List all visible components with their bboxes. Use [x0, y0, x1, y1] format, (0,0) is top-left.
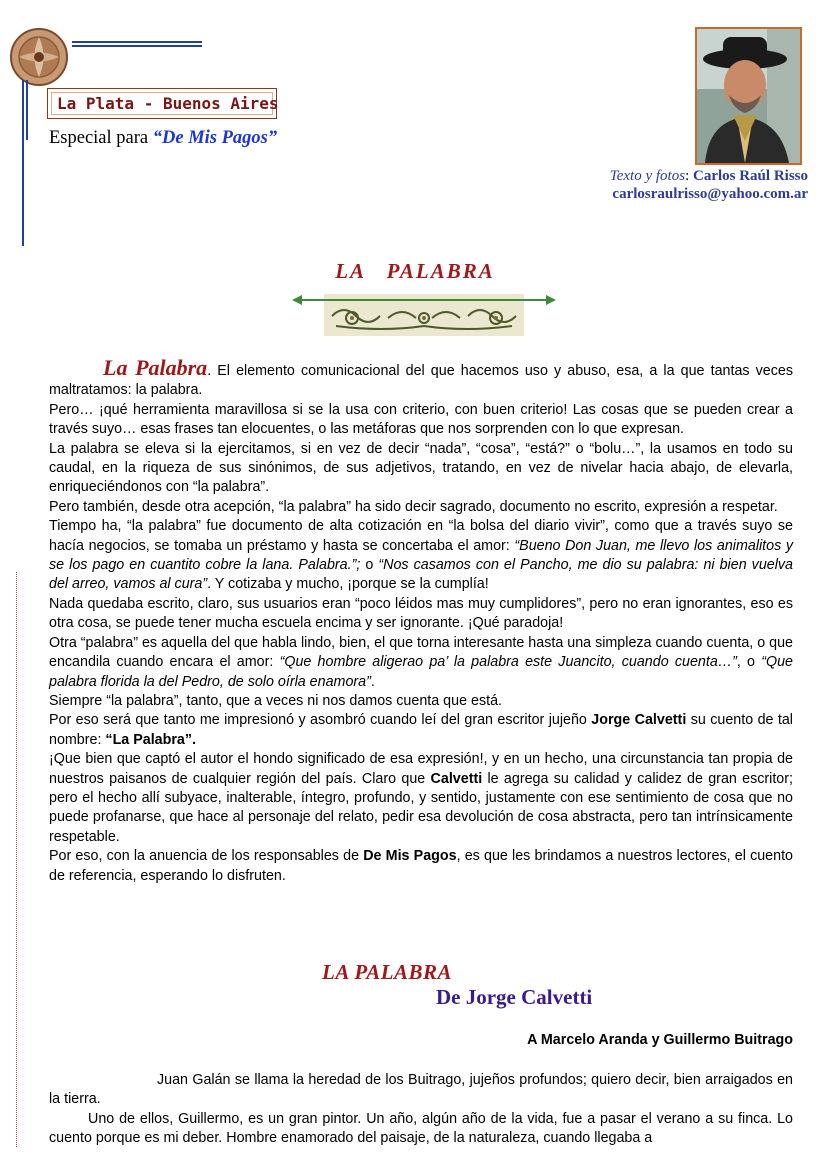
p7-text-a: Otra “palabra” es aquella del que habla lindo, bien, el que torna interesante hasta una simpleza cuando cuenta, o que encandila cuando encara el amor: [49, 634, 793, 671]
story-paragraph-1: Juan Galán se llama la heredad de los Buitrago, jujeños profundos; quiero decir, bien arraigados en la tierra. [49, 1072, 793, 1108]
magazine-name: “De Mis Pagos” [152, 128, 278, 148]
logo-emblem [8, 26, 70, 88]
paragraph-10 [49, 750, 793, 847]
p5-text-c: . Y cotizaba y mucho, ¡porque se la cumplía! [207, 576, 489, 593]
paragraph-9 [49, 711, 793, 750]
article-body [49, 355, 794, 886]
p7-text-c: . [370, 673, 375, 690]
paragraph-3: La palabra se eleva si la ejercitamos, si en vez de decir “nada”, “cosa”, “está?” o “bolu…”, la usamos en todo su caudal, en la riqueza de sus sinónimos, de sus adjetivos, tratando, en vez de nivelar hacia abajo, de elevarla, enriqueciéndonos con “la palabra”. [49, 440, 793, 496]
p9-text-a: Por eso será que tanto me impresionó y asombró cuando leí del gran escritor jujeño [49, 712, 592, 729]
credit-separator: : [685, 168, 693, 184]
p9-author: Jorge Calvetti [591, 712, 687, 729]
story-author: De Jorge Calvetti [436, 985, 593, 1009]
p9-story-name: “La Palabra”. [105, 731, 197, 748]
p7-text-b: , o [736, 654, 762, 671]
header-rule-top [72, 41, 202, 43]
lead-word: La Palabra [103, 355, 208, 380]
p7-quote-2: “Que palabra florida la del Pedro, de solo oírla enamora” [49, 654, 793, 690]
author-photo [695, 27, 802, 165]
author-name: Carlos Raúl Risso [692, 168, 808, 184]
margin-dotted-line [16, 572, 17, 1147]
p5-text-b: o [360, 557, 379, 574]
paragraph-8: Siempre “la palabra”, tanto, que a veces ni nos damos cuenta que está. [49, 692, 503, 709]
header-rule-bottom [72, 45, 202, 47]
location-label [47, 88, 277, 119]
p11-text-a: Por eso, con la anuencia de los responsables de [49, 848, 364, 865]
page-title: LA PALABRA [335, 259, 495, 283]
paragraph-6: Nada quedaba escrito, claro, sus usuarios eran “poco léidos mas muy cumplidores”, pero no eran ignorantes, eso es otra cosa, se puede tener mucha escuela encima y ser ignorante. ¡Qué paradoja! [49, 595, 793, 632]
p5-quote-2: “Nos casamos con el Pancho, me dio su palabra: ni bien vuelva del arreo, vamos al cura” [49, 557, 794, 593]
paragraph-5 [49, 517, 793, 595]
special-prefix: Especial para [49, 128, 153, 148]
credit-label: Texto y fotos [609, 168, 686, 184]
story-paragraph-2: Uno de ellos, Guillermo, es un gran pintor. Un año, algún año de la vida, fue a pasar el verano a su finca. Lo cuento porque es mi deber. Hombre enamorado del paisaje, de la naturaleza, cuando llegaba a [49, 1110, 793, 1147]
header-rule-vertical [22, 80, 24, 246]
paragraph-7 [49, 634, 793, 692]
paragraph-4: Pero también, desde otra acepción, “la palabra” ha sido decir sagrado, documento no escrito, expresión a respetar. [49, 498, 778, 515]
p10-text-c: le agrega su calidad y calidez de gran escritor; pero el hecho allí subyace, inalterable, íntegro, profundo, y sentido, justamente con ese sentimiento de cosa que no puede profanarse, que hace al personaje del relato, pedir esa devolución de cosa abstracta, pero tan intrínsicamente respetable. [49, 770, 793, 845]
p5-text-a: Tiempo ha, “la palabra” fue documento de alta cotización en “la bolsa del diario vivir”, como que a través suyo se hacía negocios, se tomaba un préstamo y hasta se concertaba el amor: [49, 518, 793, 554]
header-rule-vertical-2 [26, 80, 28, 140]
p9-text-c: su cuento de tal nombre: [49, 712, 793, 748]
p7-quote-1: “Que hombre aligerao pa’ la palabra este Juancito, cuando cuenta…” [279, 654, 737, 671]
paragraph-1-text: . El elemento comunicacional del que hacemos uso y abuso, esa, a la que tantas veces maltratamos: la palabra. [49, 363, 793, 399]
special-for [49, 128, 277, 149]
p5-quote-1: “Bueno Don Juan, me llevo los animalitos y se los pago en cuantito cobre la lana. Palabra.”; [49, 537, 793, 574]
paragraph-2: Pero… ¡qué herramienta maravillosa si se la usa con criterio, con buen criterio! Las cosas que se pueden crear a través suyo… esas frases tan elocuentes, o las metáforas que nos sorprenden con lo que expresan. [49, 401, 793, 438]
p10-text-a: ¡Que bien que captó el autor el hondo significado de esa expresión!, y en un hecho, una circunstancia tan propia de nuestros paisanos de cualquier región del país. Claro que [49, 751, 793, 787]
p11-text-c: , es que les brindamos a nuestros lectores, el cuento de referencia, esperando lo disfruten. [49, 848, 793, 884]
paragraph-11 [49, 847, 793, 886]
story-body [49, 1071, 793, 1149]
author-credit [610, 167, 808, 203]
p11-magazine: De Mis Pagos [363, 848, 457, 865]
author-email[interactable]: carlosraulrisso@yahoo.com.ar [612, 186, 808, 202]
story-title: LA PALABRA [322, 960, 453, 984]
story-dedication: A Marcelo Aranda y Guillermo Buitrago [527, 1032, 793, 1048]
p10-author: Calvetti [430, 770, 483, 787]
location-text: La Plata - Buenos Aires [51, 92, 273, 115]
ornament-divider [292, 288, 556, 338]
paragraph-1 [49, 355, 793, 401]
